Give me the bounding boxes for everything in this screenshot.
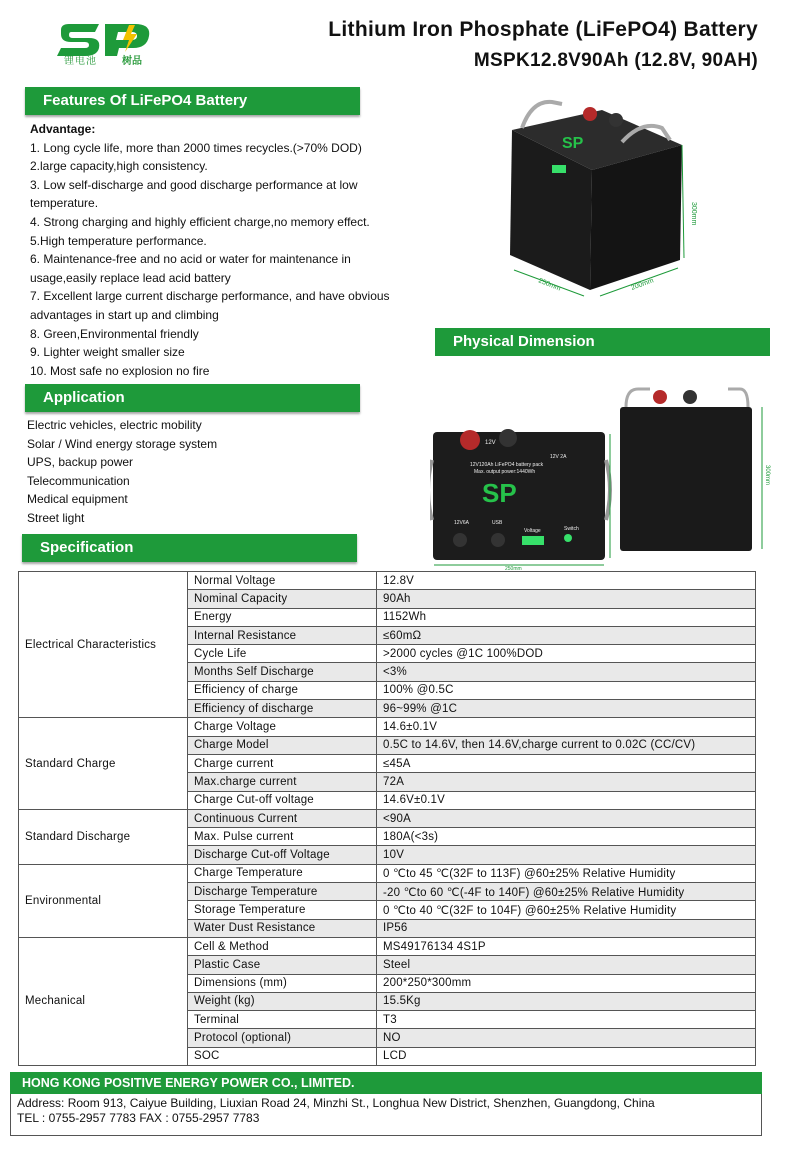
spec-value: 96~99% @1C bbox=[377, 700, 756, 718]
spec-value: 15.5Kg bbox=[377, 992, 756, 1010]
dim-width-label: 200mm bbox=[630, 277, 655, 292]
spec-value: T3 bbox=[377, 1011, 756, 1029]
contact-box bbox=[10, 1094, 762, 1136]
features-heading: Features Of LiFePO4 Battery bbox=[25, 87, 360, 115]
spec-value: 14.6±0.1V bbox=[377, 718, 756, 736]
dim-height-label: 300mm bbox=[690, 202, 697, 226]
spec-category: Environmental bbox=[19, 864, 188, 937]
battery-photo-side bbox=[612, 385, 772, 557]
advantage-label: Advantage: bbox=[30, 122, 96, 136]
spec-parameter: Plastic Case bbox=[188, 956, 377, 974]
spec-value: -20 ℃to 60 ℃(-4F to 140F) @60±25% Relative Humidity bbox=[377, 883, 756, 901]
panel-12v2a: 12V 2A bbox=[550, 454, 567, 460]
spec-value: 0.5C to 14.6V, then 14.6V,charge current to 0.02C (CC/CV) bbox=[377, 736, 756, 754]
spec-value: Steel bbox=[377, 956, 756, 974]
panel-power: Max. output power:1440Wh bbox=[474, 469, 536, 475]
spec-category: Electrical Characteristics bbox=[19, 572, 188, 718]
panel-voltage: Voltage bbox=[524, 528, 541, 534]
specification-heading: Specification bbox=[22, 534, 357, 562]
spec-parameter: Terminal bbox=[188, 1011, 377, 1029]
spec-value: 200*250*300mm bbox=[377, 974, 756, 992]
spec-row bbox=[19, 809, 756, 827]
spec-parameter: Internal Resistance bbox=[188, 626, 377, 644]
spec-parameter: Charge current bbox=[188, 754, 377, 772]
spec-value: LCD bbox=[377, 1047, 756, 1065]
application-item: UPS, backup power bbox=[27, 455, 134, 470]
panel-switch: Switch bbox=[564, 526, 579, 532]
advantage-item: 9. Lighter weight smaller size bbox=[30, 345, 185, 360]
spec-value: 1152Wh bbox=[377, 608, 756, 626]
spec-value: 180A(<3s) bbox=[377, 828, 756, 846]
application-item: Electric vehicles, electric mobility bbox=[27, 418, 202, 432]
advantage-item: 5.High temperature performance. bbox=[30, 233, 207, 248]
spec-value: 0 ℃to 45 ℃(32F to 113F) @60±25% Relative Humidity bbox=[377, 864, 756, 882]
spec-category: Mechanical bbox=[19, 937, 188, 1065]
spec-value: 0 ℃to 40 ℃(32F to 104F) @60±25% Relative Humidity bbox=[377, 901, 756, 919]
spec-value: 72A bbox=[377, 773, 756, 791]
spec-row bbox=[19, 572, 756, 590]
advantage-item: 6. Maintenance-free and no acid or water for maintenance in usage,easily replace lead acid battery bbox=[30, 252, 351, 285]
panel-side-width: 300mm bbox=[764, 465, 770, 486]
spec-parameter: Storage Temperature bbox=[188, 901, 377, 919]
spec-parameter: Dimensions (mm) bbox=[188, 974, 377, 992]
spec-parameter: Charge Temperature bbox=[188, 864, 377, 882]
spec-parameter: Continuous Current bbox=[188, 809, 377, 827]
spec-category: Standard Discharge bbox=[19, 809, 188, 864]
spec-row bbox=[19, 864, 756, 882]
spec-parameter: Discharge Cut-off Voltage bbox=[188, 846, 377, 864]
spec-value: <90A bbox=[377, 809, 756, 827]
spec-value: 10V bbox=[377, 846, 756, 864]
spec-parameter: Protocol (optional) bbox=[188, 1029, 377, 1047]
spec-value: ≤60mΩ bbox=[377, 626, 756, 644]
spec-parameter: Max. Pulse current bbox=[188, 828, 377, 846]
spec-parameter: Discharge Temperature bbox=[188, 883, 377, 901]
advantage-item: 8. Green,Environmental friendly bbox=[30, 326, 199, 341]
spec-value: >2000 cycles @1C 100%DOD bbox=[377, 645, 756, 663]
panel-12v: 12V bbox=[485, 440, 496, 446]
spec-parameter: SOC bbox=[188, 1047, 377, 1065]
spec-parameter: Cell & Method bbox=[188, 937, 377, 955]
advantage-item: 10. Most safe no explosion no fire bbox=[30, 363, 210, 378]
advantage-item: 2.large capacity,high consistency. bbox=[30, 159, 208, 174]
application-item: Medical equipment bbox=[27, 492, 128, 507]
specification-table bbox=[18, 571, 756, 1066]
panel-bottom-width: 250mm bbox=[505, 566, 522, 570]
logo-brand-text: 树品 bbox=[122, 56, 142, 67]
panel-pack: 12V120Ah LiFePO4 battery pack bbox=[470, 462, 544, 468]
document-title: Lithium Iron Phosphate (LiFePO4) Battery bbox=[328, 18, 758, 41]
application-item: Street light bbox=[27, 510, 85, 525]
panel-usb: USB bbox=[492, 520, 503, 526]
spec-category: Standard Charge bbox=[19, 718, 188, 809]
logo-chinese-text: 锂电池 bbox=[64, 56, 97, 67]
panel-side-height: 200mm bbox=[614, 490, 620, 507]
spec-parameter: Efficiency of discharge bbox=[188, 700, 377, 718]
spec-row bbox=[19, 718, 756, 736]
battery-photo-front bbox=[430, 420, 620, 570]
advantage-item: 7. Excellent large current discharge performance, and have obvious advantages in start up and climbing bbox=[30, 289, 390, 322]
spec-parameter: Normal Voltage bbox=[188, 572, 377, 590]
company-name-bar: HONG KONG POSITIVE ENERGY POWER CO., LIMITED. bbox=[10, 1072, 762, 1094]
spec-parameter: Charge Voltage bbox=[188, 718, 377, 736]
battery-photo-top bbox=[492, 90, 702, 302]
spec-parameter: Efficiency of charge bbox=[188, 681, 377, 699]
advantage-item: 1. Long cycle life, more than 2000 times recycles.(>70% DOD) bbox=[30, 140, 362, 155]
application-item: Solar / Wind energy storage system bbox=[27, 436, 218, 451]
spec-value: IP56 bbox=[377, 919, 756, 937]
svg-text:SP: SP bbox=[562, 135, 584, 152]
application-list bbox=[27, 416, 217, 528]
spec-parameter: Nominal Capacity bbox=[188, 590, 377, 608]
dim-length-label: 250mm bbox=[537, 277, 562, 293]
advantage-item: 4. Strong charging and highly efficient charge,no memory effect. bbox=[30, 214, 370, 229]
application-heading: Application bbox=[25, 384, 360, 412]
advantage-item: 3. Low self-discharge and good discharge performance at low temperature. bbox=[30, 177, 358, 211]
spec-value: ≤45A bbox=[377, 754, 756, 772]
company-address: Address: Room 913, Caiyue Building, Liuxian Road 24, Minzhi St., Longhua New District, Shenzhen, Guangdong, China bbox=[17, 1096, 655, 1110]
application-item: Telecommunication bbox=[27, 473, 130, 488]
spec-value: MS49176134 4S1P bbox=[377, 937, 756, 955]
spec-value: 100% @0.5C bbox=[377, 681, 756, 699]
panel-12v6a: 12V6A bbox=[454, 520, 470, 526]
spec-value: 12.8V bbox=[377, 572, 756, 590]
spec-parameter: Charge Model bbox=[188, 736, 377, 754]
spec-parameter: Weight (kg) bbox=[188, 992, 377, 1010]
spec-parameter: Charge Cut-off voltage bbox=[188, 791, 377, 809]
spec-value: 90Ah bbox=[377, 590, 756, 608]
model-title: MSPK12.8V90Ah (12.8V, 90AH) bbox=[473, 50, 758, 71]
svg-text:SP: SP bbox=[482, 478, 517, 508]
physical-dimension-heading: Physical Dimension bbox=[435, 328, 770, 356]
company-contact: TEL : 0755-2957 7783 FAX : 0755-2957 7783 bbox=[17, 1111, 260, 1125]
spec-parameter: Energy bbox=[188, 608, 377, 626]
spec-value: 14.6V±0.1V bbox=[377, 791, 756, 809]
advantage-list bbox=[30, 120, 390, 380]
spec-value: NO bbox=[377, 1029, 756, 1047]
spec-parameter: Cycle Life bbox=[188, 645, 377, 663]
spec-parameter: Months Self Discharge bbox=[188, 663, 377, 681]
spec-parameter: Water Dust Resistance bbox=[188, 919, 377, 937]
spec-value: <3% bbox=[377, 663, 756, 681]
spec-row bbox=[19, 937, 756, 955]
spec-parameter: Max.charge current bbox=[188, 773, 377, 791]
